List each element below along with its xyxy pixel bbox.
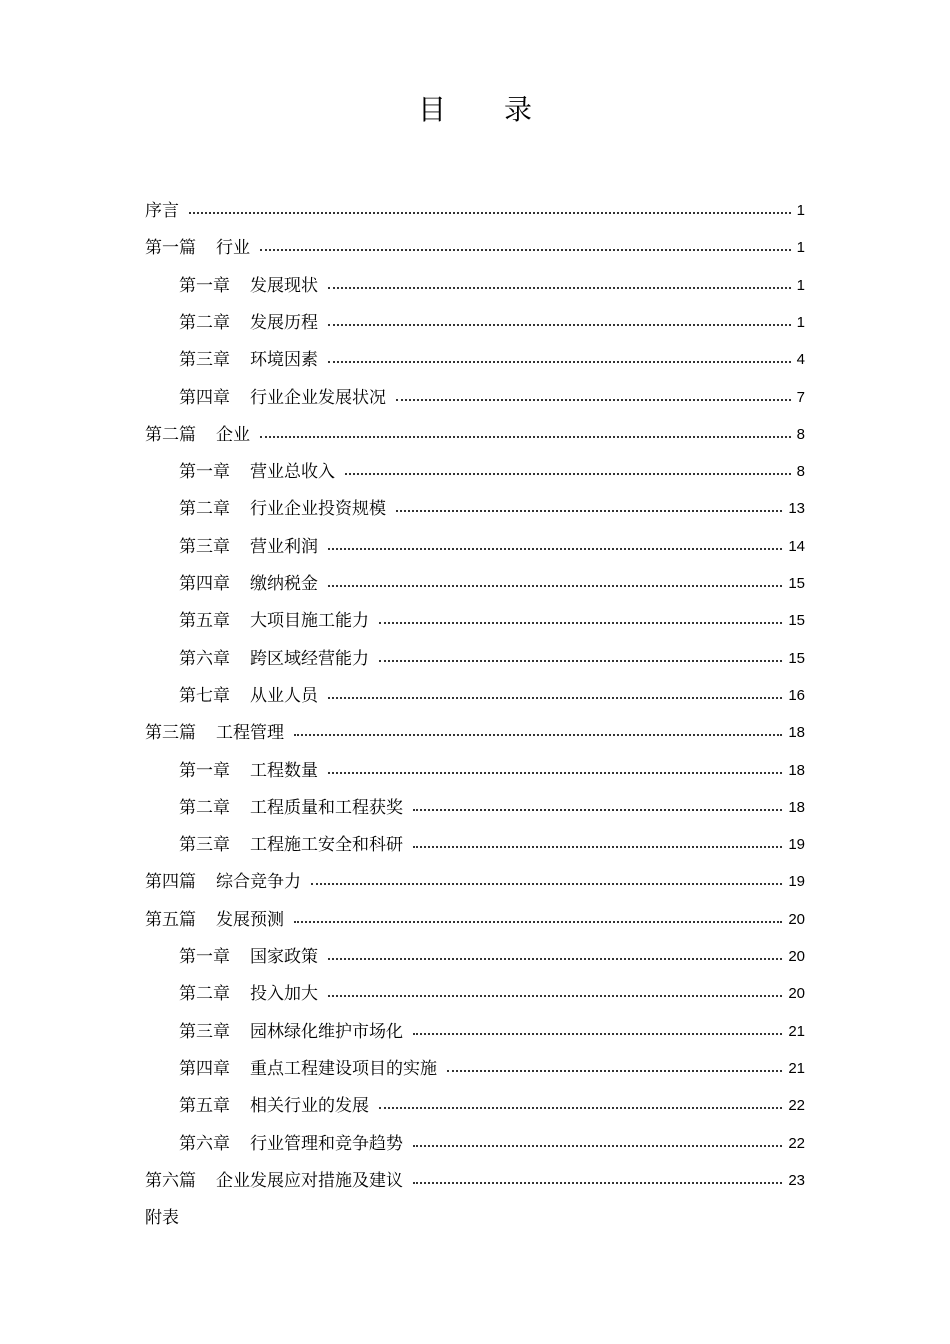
toc-entry-number: 序言 [145,201,179,221]
toc-entry-number: 第三章 [179,536,230,557]
toc-entry-title: 发展历程 [250,312,318,333]
dot-leader [311,867,782,885]
toc-entry-number: 第三章 [179,835,230,856]
toc-entry-page: 16 [788,686,805,704]
dot-leader [260,420,791,438]
toc-entry-label [179,345,318,375]
toc-entry-page: 4 [796,351,805,369]
toc-entry[interactable] [179,1054,805,1084]
toc-entry-label [145,1166,403,1196]
toc-entry-title: 行业管理和竞争趋势 [250,1133,403,1154]
toc-entry-page: 1 [796,239,805,257]
toc-entry-number: 第一章 [179,947,230,967]
toc-entry-number: 第四章 [179,387,230,408]
title-char-2: 录 [504,93,533,126]
toc-entry-number: 第一篇 [145,238,196,259]
dot-leader [379,1091,782,1109]
dot-leader [413,1166,782,1184]
toc-entry-title: 综合竞争力 [216,872,301,893]
toc-entry-label [179,793,403,823]
toc-entry-page: 1 [796,202,805,219]
dot-leader [328,681,782,699]
dot-leader [294,905,782,923]
toc-entry-number: 第一章 [179,275,230,296]
page-title [0,88,950,128]
toc-entry[interactable] [179,457,805,487]
toc-entry-title: 发展预测 [216,909,284,930]
toc-entry[interactable] [179,644,805,674]
toc-entry-label [179,756,318,786]
toc-entry-number: 第二章 [179,312,230,333]
toc-entry-page: 20 [788,910,805,928]
dot-leader [328,308,791,326]
dot-leader [396,494,782,512]
toc-entry-label [179,979,318,1009]
toc-entry-number: 第四篇 [145,872,196,893]
toc-entry-number: 第二章 [179,797,230,818]
dot-leader [328,756,782,774]
toc-entry-page: 14 [788,537,805,555]
toc-entry-number: 第三章 [179,350,230,371]
toc-entry[interactable] [179,979,805,1009]
toc-entry[interactable] [179,830,805,860]
toc-entry-number: 第六章 [179,648,230,669]
toc-entry[interactable] [179,345,805,375]
toc-entry[interactable] [179,494,805,524]
toc-entry-label [179,383,386,413]
toc-entry-label [179,1091,369,1121]
toc-entry-label [179,681,318,711]
dot-leader [413,793,782,811]
toc-entry[interactable] [179,308,805,338]
dot-leader [396,383,791,401]
toc-entry-title: 行业企业发展状况 [250,387,386,408]
toc-entry[interactable] [179,1129,805,1159]
dot-leader [379,644,782,662]
toc-entry[interactable] [179,1091,805,1121]
toc-entry-label [179,1054,437,1084]
toc-entry-page: 20 [788,948,805,965]
toc-entry-number: 第五章 [179,1096,230,1117]
toc-entry-page: 1 [796,276,805,294]
dot-leader [413,1017,782,1035]
toc-entry-title: 园林绿化维护市场化 [250,1021,403,1042]
dot-leader [328,942,782,960]
dot-leader [379,606,782,624]
toc-entry-page: 22 [788,1134,805,1152]
toc-entry-page: 19 [788,836,805,854]
toc-entry-title: 营业总收入 [250,462,335,483]
toc-entry-page: 1 [796,313,805,331]
toc-entry-number: 第三章 [179,1021,230,1042]
toc-entry-page: 8 [796,425,805,443]
toc-entry-title: 工程数量 [250,760,318,781]
toc-entry-page: 7 [796,388,805,406]
title-char-1: 目 [417,93,446,126]
toc-entry-label [145,1203,179,1233]
toc-entry-label [179,644,369,674]
toc-entry-label [145,420,250,450]
toc-entry[interactable] [179,793,805,823]
toc-entry[interactable] [179,606,805,636]
dot-leader [328,271,791,289]
toc-entry-label [145,196,179,226]
toc-entry-number: 第二篇 [145,424,196,445]
toc-entry-number: 第七章 [179,685,230,706]
toc-entry-label [179,569,318,599]
toc-entry-number: 第二章 [179,984,230,1005]
toc-entry-label [145,905,284,935]
toc-entry[interactable] [179,942,805,972]
toc-entry[interactable] [145,1166,805,1196]
toc-entry-page: 18 [788,761,805,779]
toc-entry-label [145,867,301,897]
toc-entry[interactable] [179,681,805,711]
toc-entry-title: 企业发展应对措施及建议 [216,1170,403,1191]
toc-entry-number: 第二章 [179,499,230,520]
dot-leader [328,569,782,587]
toc-entry[interactable] [179,383,805,413]
toc-entry[interactable] [179,271,805,301]
toc-entry-title: 缴纳税金 [250,574,318,594]
toc-entry[interactable] [145,867,805,897]
toc-entry[interactable] [179,532,805,562]
toc-entry[interactable] [145,196,805,226]
toc-entry-title: 重点工程建设项目的实施 [250,1058,437,1079]
toc-entry-number: 第三篇 [145,723,196,744]
toc-entry-label [179,494,386,524]
toc-entry-title: 行业 [216,238,250,259]
dot-leader [413,830,782,848]
toc-entry-number: 第一章 [179,760,230,781]
toc-entry-page: 15 [788,612,805,630]
toc-entry-page: 22 [788,1097,805,1115]
toc-entry-title: 从业人员 [250,685,318,706]
toc-entry-title: 营业利润 [250,536,318,557]
toc-entry-title: 工程管理 [216,723,284,744]
dot-leader [294,718,782,736]
toc-entry-page: 18 [788,798,805,816]
toc-entry-number: 第六篇 [145,1170,196,1191]
toc-entry-label [179,308,318,338]
dot-leader [260,233,791,251]
toc-entry-title: 环境因素 [250,350,318,371]
toc-entry-label [179,1129,403,1159]
dot-leader [345,457,791,475]
toc-entry-number: 第五篇 [145,909,196,930]
toc-entry[interactable] [179,1017,805,1047]
toc-entry-title: 国家政策 [250,947,318,967]
toc-entry-page: 13 [788,500,805,518]
toc-entry[interactable] [145,1203,805,1233]
dot-leader [328,532,782,550]
toc-entry-number: 第四章 [179,1058,230,1079]
dot-leader [189,196,791,214]
toc-entry-title: 工程施工安全和科研 [250,835,403,856]
toc-entry-label [179,457,335,487]
toc-entry-page: 19 [788,873,805,891]
toc-entry-label [145,233,250,263]
toc-entry-title: 相关行业的发展 [250,1096,369,1117]
dot-leader [328,345,791,363]
toc-entry-label [145,718,284,748]
toc-entry-number: 第一章 [179,462,230,483]
toc-entry[interactable] [145,905,805,935]
toc-entry-label [179,1017,403,1047]
dot-leader [413,1129,782,1147]
toc-entry-number: 附表 [145,1208,179,1229]
toc-entry-label [179,606,369,636]
toc-entry-title: 企业 [216,424,250,445]
toc-entry-title: 大项目施工能力 [250,611,369,632]
toc-entry[interactable] [145,233,805,263]
toc-entry[interactable] [145,718,805,748]
toc-entry[interactable] [179,569,805,599]
toc-entry-page: 21 [788,1022,805,1040]
toc-entry-label [179,830,403,860]
toc-entry-page: 23 [788,1171,805,1189]
toc-entry[interactable] [145,420,805,450]
toc-entry-page: 18 [788,724,805,742]
toc-entry-label [179,532,318,562]
toc-entry-title: 投入加大 [250,984,318,1005]
toc-entry-number: 第四章 [179,574,230,594]
toc-entry-number: 第五章 [179,611,230,632]
dot-leader [447,1054,782,1072]
dot-leader [328,979,782,997]
toc-entry[interactable] [179,756,805,786]
toc-entry-page: 8 [796,463,805,481]
toc-entry-title: 行业企业投资规模 [250,499,386,520]
toc-entry-page: 20 [788,985,805,1003]
toc-entry-label [179,271,318,301]
toc-entry-page: 21 [788,1059,805,1077]
toc-entry-page: 15 [788,649,805,667]
toc-entry-label [179,942,318,972]
toc-entry-title: 跨区域经营能力 [250,648,369,669]
toc-entry-number: 第六章 [179,1133,230,1154]
toc-entry-page: 15 [788,575,805,592]
toc-entry-title: 发展现状 [250,275,318,296]
toc-entry-title: 工程质量和工程获奖 [250,797,403,818]
